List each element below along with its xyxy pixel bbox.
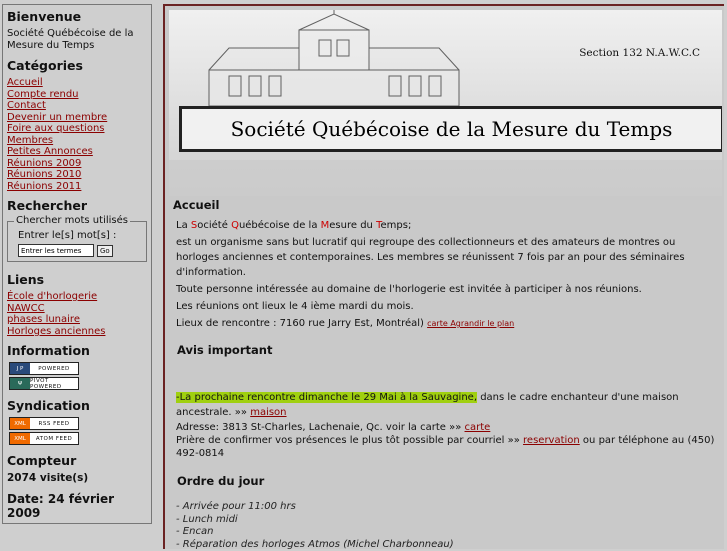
accueil-heading: Accueil	[173, 198, 718, 213]
category-link-devenir-membre[interactable]: Devenir un membre	[7, 112, 107, 123]
maison-link[interactable]: maison	[250, 407, 286, 418]
rss-feed-label: RSS FEED	[30, 418, 78, 429]
society-name-banner: Société Québécoise de la Mesure du Temps	[179, 106, 722, 152]
intro-letter: T	[376, 220, 380, 231]
phone-text: ou par téléphone au (450) 492-0814	[176, 435, 714, 459]
article-content	[173, 196, 718, 551]
category-link-faq[interactable]: Foire aux questions	[7, 123, 105, 134]
agenda-list	[173, 501, 718, 551]
map-link[interactable]: carte Agrandir le plan	[427, 319, 514, 328]
intro-paragraph	[173, 218, 718, 233]
intro-text: emps;	[381, 220, 412, 231]
address-paragraph	[173, 421, 718, 434]
powered-badge-label: POWERED	[30, 363, 78, 374]
search-go-button[interactable]: Go	[97, 245, 113, 257]
agenda-item: - Réparation des horloges Atmos (Michel Charbonneau)	[173, 539, 718, 551]
link-phases-lunaire[interactable]: phases lunaire	[7, 314, 80, 325]
announcement-text: dans le cadre enchanteur d'une maison ancestrale. »»	[176, 392, 679, 418]
welcome-text: Société Québécoise de la Mesure du Temps	[7, 28, 147, 52]
intro-text: esure du	[329, 220, 376, 231]
date-line: Date: 24 février 2009	[7, 492, 147, 520]
announcement-paragraph	[173, 390, 718, 420]
building-illustration	[169, 10, 722, 196]
sidebar	[2, 4, 152, 524]
reservation-link[interactable]: reservation	[523, 435, 580, 446]
category-link-compte-rendu[interactable]: Compte rendu	[7, 89, 79, 100]
category-link-contact[interactable]: Contact	[7, 100, 46, 111]
agenda-item: - Lunch midi	[173, 514, 718, 527]
welcome-title: Bienvenue	[7, 9, 147, 24]
ordre-heading: Ordre du jour	[177, 474, 718, 489]
invitation-paragraph: Toute personne intéressée au domaine de l'horlogerie est invitée à participer à nos réunions.	[173, 282, 718, 297]
xml-icon: XML	[10, 418, 30, 429]
links-list	[7, 291, 147, 337]
category-link-reunions-2009[interactable]: Réunions 2009	[7, 158, 81, 169]
description-paragraph: est un organisme sans but lucratif qui regroupe des collectionneurs et des amateurs de montres ou horloges anciennes et contemporaines. Les membres se réunissent 7 fois par an pour des séminaires d'information.	[173, 235, 718, 280]
intro-text: ociété	[197, 220, 231, 231]
search-fieldset	[7, 221, 147, 262]
search-legend: Chercher mots utilisés	[14, 215, 130, 226]
jp-icon: J P	[10, 363, 30, 374]
links-title: Liens	[7, 272, 147, 287]
link-ecole-horlogerie[interactable]: École d'horlogerie	[7, 291, 97, 302]
confirmation-text: Prière de confirmer vos présences le plus tôt possible par courriel »»	[176, 435, 523, 446]
categories-title: Catégories	[7, 58, 147, 73]
pivot-icon: Ψ	[10, 378, 30, 389]
rss-feed-badge[interactable]	[9, 417, 79, 430]
intro-letter: Q	[231, 220, 239, 231]
confirmation-paragraph	[173, 434, 718, 460]
search-title: Rechercher	[7, 198, 147, 213]
avis-heading: Avis important	[177, 343, 718, 358]
information-title: Information	[7, 343, 147, 358]
announcement-highlight: -La prochaine rencontre dimanche le 29 Mai à la Sauvagine,	[176, 392, 477, 403]
link-nawcc[interactable]: NAWCC	[7, 303, 45, 314]
link-horloges-anciennes[interactable]: Horloges anciennes	[7, 326, 105, 337]
xml-icon: XML	[10, 433, 30, 444]
category-link-petites-annonces[interactable]: Petites Annonces	[7, 146, 93, 157]
carte-link[interactable]: carte	[465, 422, 491, 433]
meeting-schedule-paragraph: Les réunions ont lieux le 4 ième mardi du mois.	[173, 299, 718, 314]
agenda-item: - Encan	[173, 526, 718, 539]
intro-letter: S	[191, 220, 197, 231]
category-link-accueil[interactable]: Accueil	[7, 77, 43, 88]
meeting-location-paragraph	[173, 316, 718, 331]
meeting-location-text: Lieux de rencontre : 7160 rue Jarry Est, Montréal)	[176, 318, 424, 329]
section-label: Section 132 N.A.W.C.C	[579, 47, 700, 59]
main-content	[163, 4, 724, 549]
powered-badge[interactable]	[9, 362, 79, 375]
agenda-item: - Arrivée pour 11:00 hrs	[173, 501, 718, 514]
category-link-reunions-2011[interactable]: Réunions 2011	[7, 181, 81, 192]
atom-feed-label: ATOM FEED	[30, 433, 78, 444]
category-link-reunions-2010[interactable]: Réunions 2010	[7, 169, 81, 180]
categories-list	[7, 77, 147, 192]
visit-count: 2074 visite(s)	[7, 472, 147, 484]
counter-title: Compteur	[7, 453, 147, 468]
search-label: Entrer le[s] mot[s] :	[12, 224, 142, 244]
intro-letter: M	[321, 220, 330, 231]
category-link-membres[interactable]: Membres	[7, 135, 53, 146]
intro-text: La	[176, 220, 191, 231]
pivot-powered-badge[interactable]	[9, 377, 79, 390]
search-input[interactable]	[18, 244, 94, 257]
syndication-title: Syndication	[7, 398, 147, 413]
pivot-badge-label: PIVOT POWERED	[30, 378, 78, 389]
intro-text: uébécoise de la	[239, 220, 321, 231]
address-text: Adresse: 3813 St-Charles, Lachenaie, Qc. voir la carte »»	[176, 422, 465, 433]
header-banner	[169, 10, 722, 196]
atom-feed-badge[interactable]	[9, 432, 79, 445]
